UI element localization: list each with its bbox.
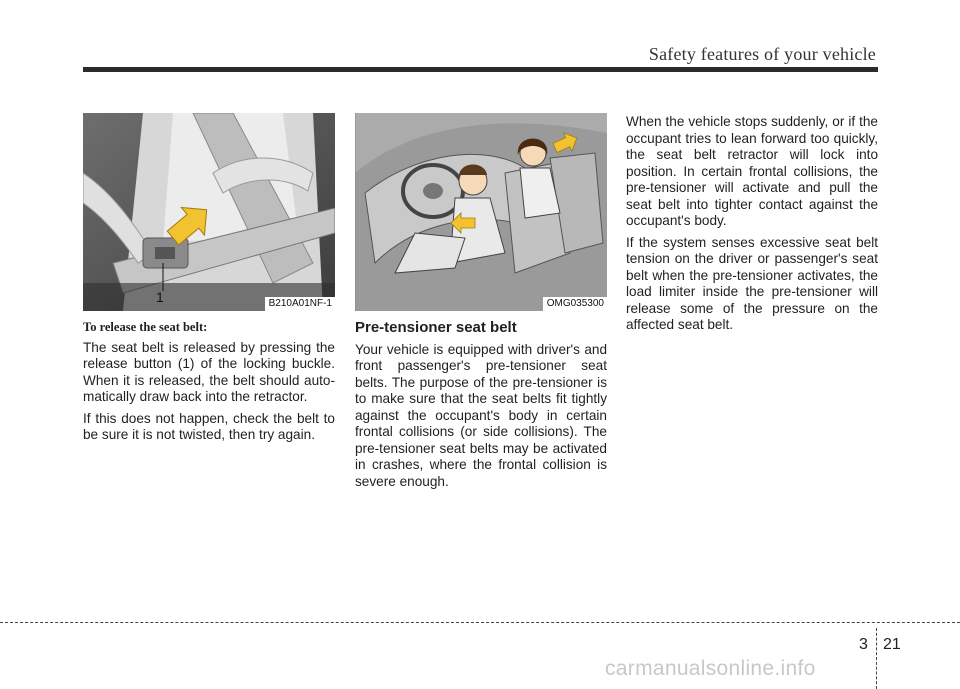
watermark: carmanualsonline.info (605, 657, 816, 680)
running-header: Safety features of your vehicle (648, 44, 876, 64)
page-number: 21 (883, 636, 901, 653)
paragraph: If this does not happen, check the belt to be sure it is not twisted, then try again. (83, 410, 335, 442)
footer-rule (0, 622, 960, 623)
pre-tensioner-figure (355, 113, 607, 311)
right-column (626, 114, 878, 339)
paragraph: When the vehicle stops suddenly, or if the occupant tries to lean forward too quickly, the seat belt retractor will lock into position. In certain frontal collisions, the pre-tensioner will activate and pull the seat belt into tighter contact against the occupant's body. (626, 114, 878, 228)
paragraph: The seat belt is released by pressing the release button (1) of the locking buckle. When it is released, the belt should auto-matically draw back into the retractor. (83, 339, 335, 404)
left-column (83, 113, 335, 449)
subheading: To release the seat belt: (83, 320, 208, 334)
middle-column (355, 113, 607, 495)
paragraph: Your vehicle is equipped with driver's and front passenger's pre-tensioner seat belts. The purpose of the pre-tensioner is to make sure that the seat belts fit tightly against the occupant's body in certain frontal collisions (or side collisions). The pre-tensioner seat belts may be activated in crashes, where the frontal collision is severe enough. (355, 341, 607, 489)
callout-number: 1 (156, 289, 164, 305)
seat-belt-release-figure (83, 113, 335, 311)
chapter-number: 3 (859, 636, 868, 653)
footer-divider (876, 628, 877, 689)
figure-code: B210A01NF-1 (265, 297, 335, 311)
header-rule (83, 67, 878, 72)
seat-belt-release-illustration (83, 113, 335, 311)
section-heading: Pre-tensioner seat belt (355, 319, 517, 336)
pre-tensioner-illustration (355, 113, 607, 311)
paragraph: If the system senses excessive seat belt tension on the driver or passenger's seat belt when the pre-tensioner activates, the load limiter inside the pre-tensioner will release some of the pressure on the affected seat belt. (626, 234, 878, 332)
figure-code: OMG035300 (543, 297, 607, 311)
